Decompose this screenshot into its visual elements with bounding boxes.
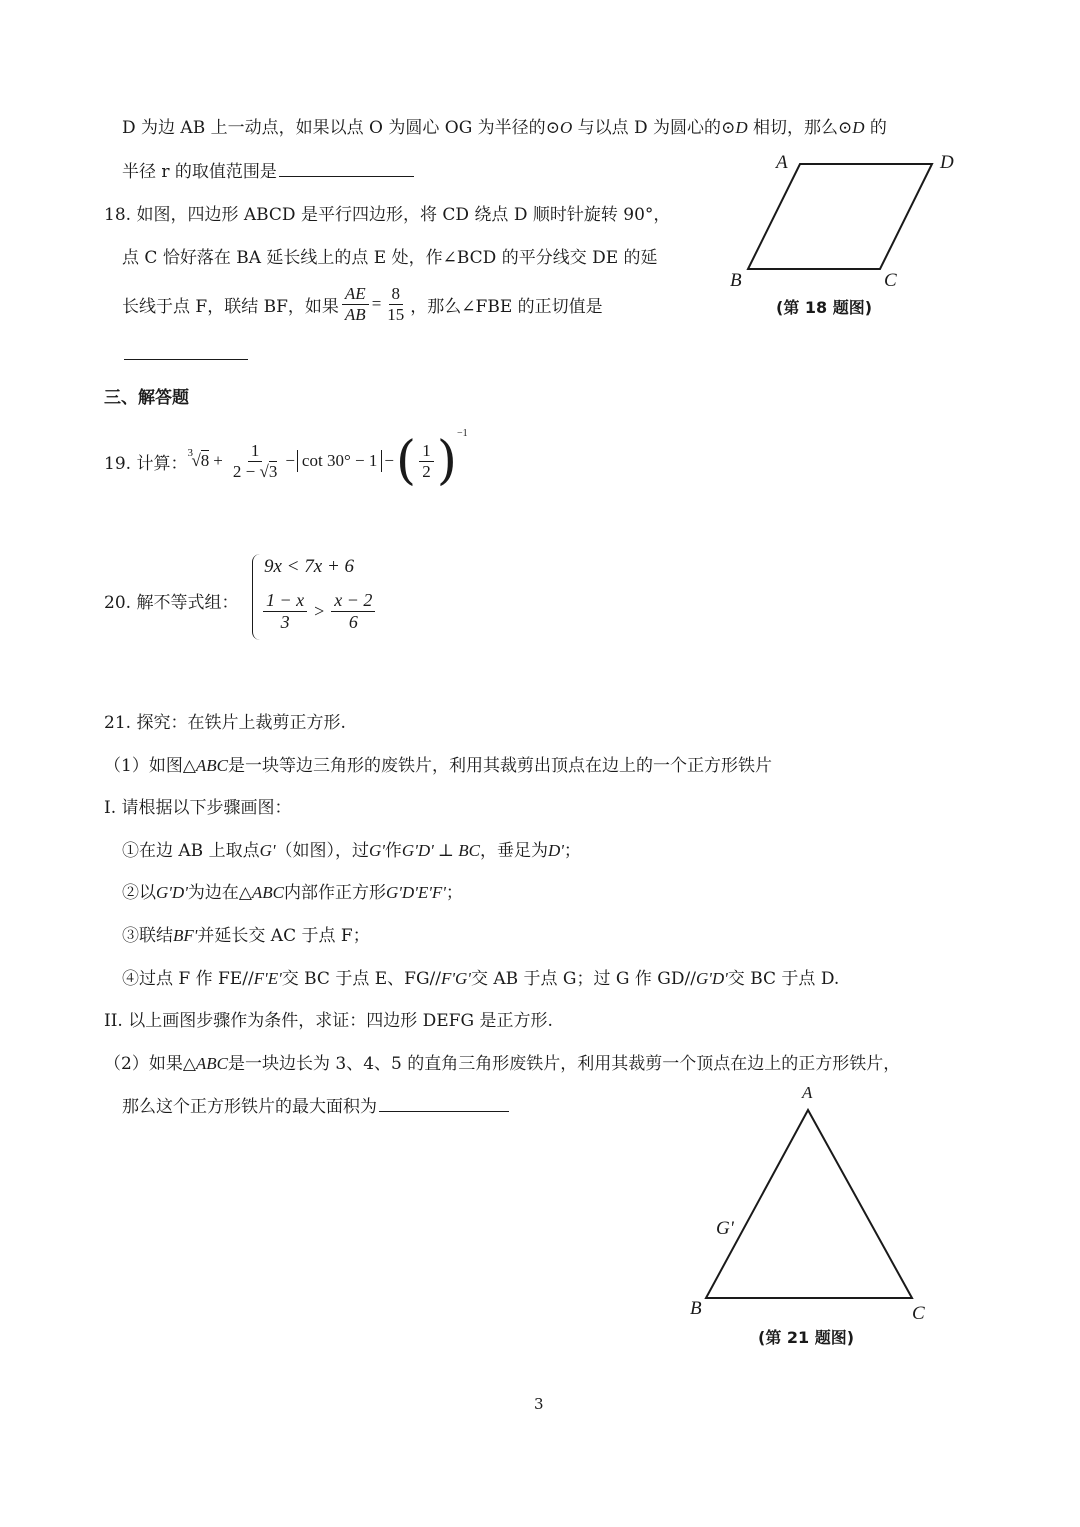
label-d-q18: D [940,152,954,173]
cube-root-8: 3 √8 [187,447,210,470]
q20-prefix: 20. 解不等式组： [104,593,239,613]
label-c-q21: C [912,1303,925,1324]
circle-d-symbol: ⊙D [721,118,748,138]
triangle-abc [706,1110,912,1298]
label-b-q21: B [690,1298,702,1319]
q18-line3: 长线于点 F，联结 BF，如果 $\frac{AE}{AB}$ = $\frac{8}{15}$ ，那么∠FBE 的正切值是 [122,283,603,324]
q21-step-head: I. 请根据以下步骤画图： [104,798,292,818]
fraction-1-over-2-minus-sqrt3: $\frac{1}{2 - √3}$ [232,440,278,481]
q21-step4: ④过点 F 作 FE//F'E'交 BC 于点 E、FG//F'G'交 AB 于点 G；过 G 作 GD//G'D'交 BC 于点 D. [122,969,840,989]
q19-expression: 19. 计算： 3 √8 + $\frac{1}{2 - √3}$ − cot 30° − 1 − ( $\frac{1}{2}$ ) −1 [104,428,468,491]
label-g-prime-q21: G' [716,1218,734,1239]
caption-q21: (第 21 题图) [758,1328,855,1347]
answer-blank-q17[interactable] [279,175,414,177]
label-a-q21: A [802,1083,813,1102]
q21-step2: ②以G'D'为边在△ABC内部作正方形G'D'E'F'； [122,883,463,903]
label-a-q18: A [776,152,788,173]
q17-line2: 半径 r 的取值范围是 [122,157,414,182]
abs-cot30-minus1: cot 30° − 1 [297,450,382,472]
q18-line1: 18. 如图，四边形 ABCD 是平行四边形，将 CD 绕点 D 顺时针旋转 90°， [104,205,671,225]
q18-line2: 点 C 恰好落在 BA 延长线上的点 E 处，作∠BCD 的平分线交 DE 的延 [122,248,658,268]
q21-step3: ③联结BF'并延长交 AC 于点 F； [122,926,370,946]
q21-part2-question: 那么这个正方形铁片的最大面积为 [122,1092,509,1117]
page-number: 3 [534,1395,544,1413]
caption-q18: (第 18 题图) [776,298,873,317]
circle-o-symbol: ⊙O [545,118,573,138]
answer-blank-q18[interactable] [124,358,248,360]
label-c-q18: C [884,270,897,291]
answer-blank-q21[interactable] [379,1110,509,1112]
q21-title: 21. 探究：在铁片上裁剪正方形. [104,713,346,733]
fraction-ae-ab: $\frac{AE}{AB}$ [342,284,369,324]
parallelogram-abcd [748,164,932,269]
q21-part2: （2）如果△ABC是一块边长为 3、4、5 的直角三角形废铁片，利用其裁剪一个顶点在边上的正方形铁片， [104,1054,901,1074]
inequality-2: $\frac{1 - x}{3}$ > $\frac{x - 2}{6}$ [260,590,378,632]
q21-part2-head: II. 以上画图步骤作为条件，求证：四边形 DEFG 是正方形. [104,1011,553,1031]
fraction-1-minus-x-over-3: $\frac{1 - x}{3}$ [263,590,307,632]
q21-part1: （1）如图△ABC是一块等边三角形的废铁片，利用其裁剪出顶点在边上的一个正方形铁片 [104,756,773,776]
circle-d-symbol-2: ⊙D [838,118,865,138]
section-title: 三、解答题 [104,388,189,408]
label-b-q18: B [730,270,742,291]
fraction-8-15: $\frac{8}{15}$ [387,283,405,324]
q21-step1: ①在边 AB 上取点G'（如图），过G'作G'D' ⊥ BC，垂足为D'； [122,841,581,861]
fraction-half: $\frac{1}{2}$ [419,441,434,481]
q17-line1: D 为边 AB 上一动点，如果以点 O 为圆心 OG 为半径的⊙O 与以点 D 为圆心的⊙D 相切，那么⊙D 的 [122,118,887,138]
inequality-1: 9x < 7x + 6 [264,556,355,577]
exponent-minus1: −1 [457,428,468,439]
fraction-x-minus-2-over-6: $\frac{x - 2}{6}$ [331,590,375,632]
